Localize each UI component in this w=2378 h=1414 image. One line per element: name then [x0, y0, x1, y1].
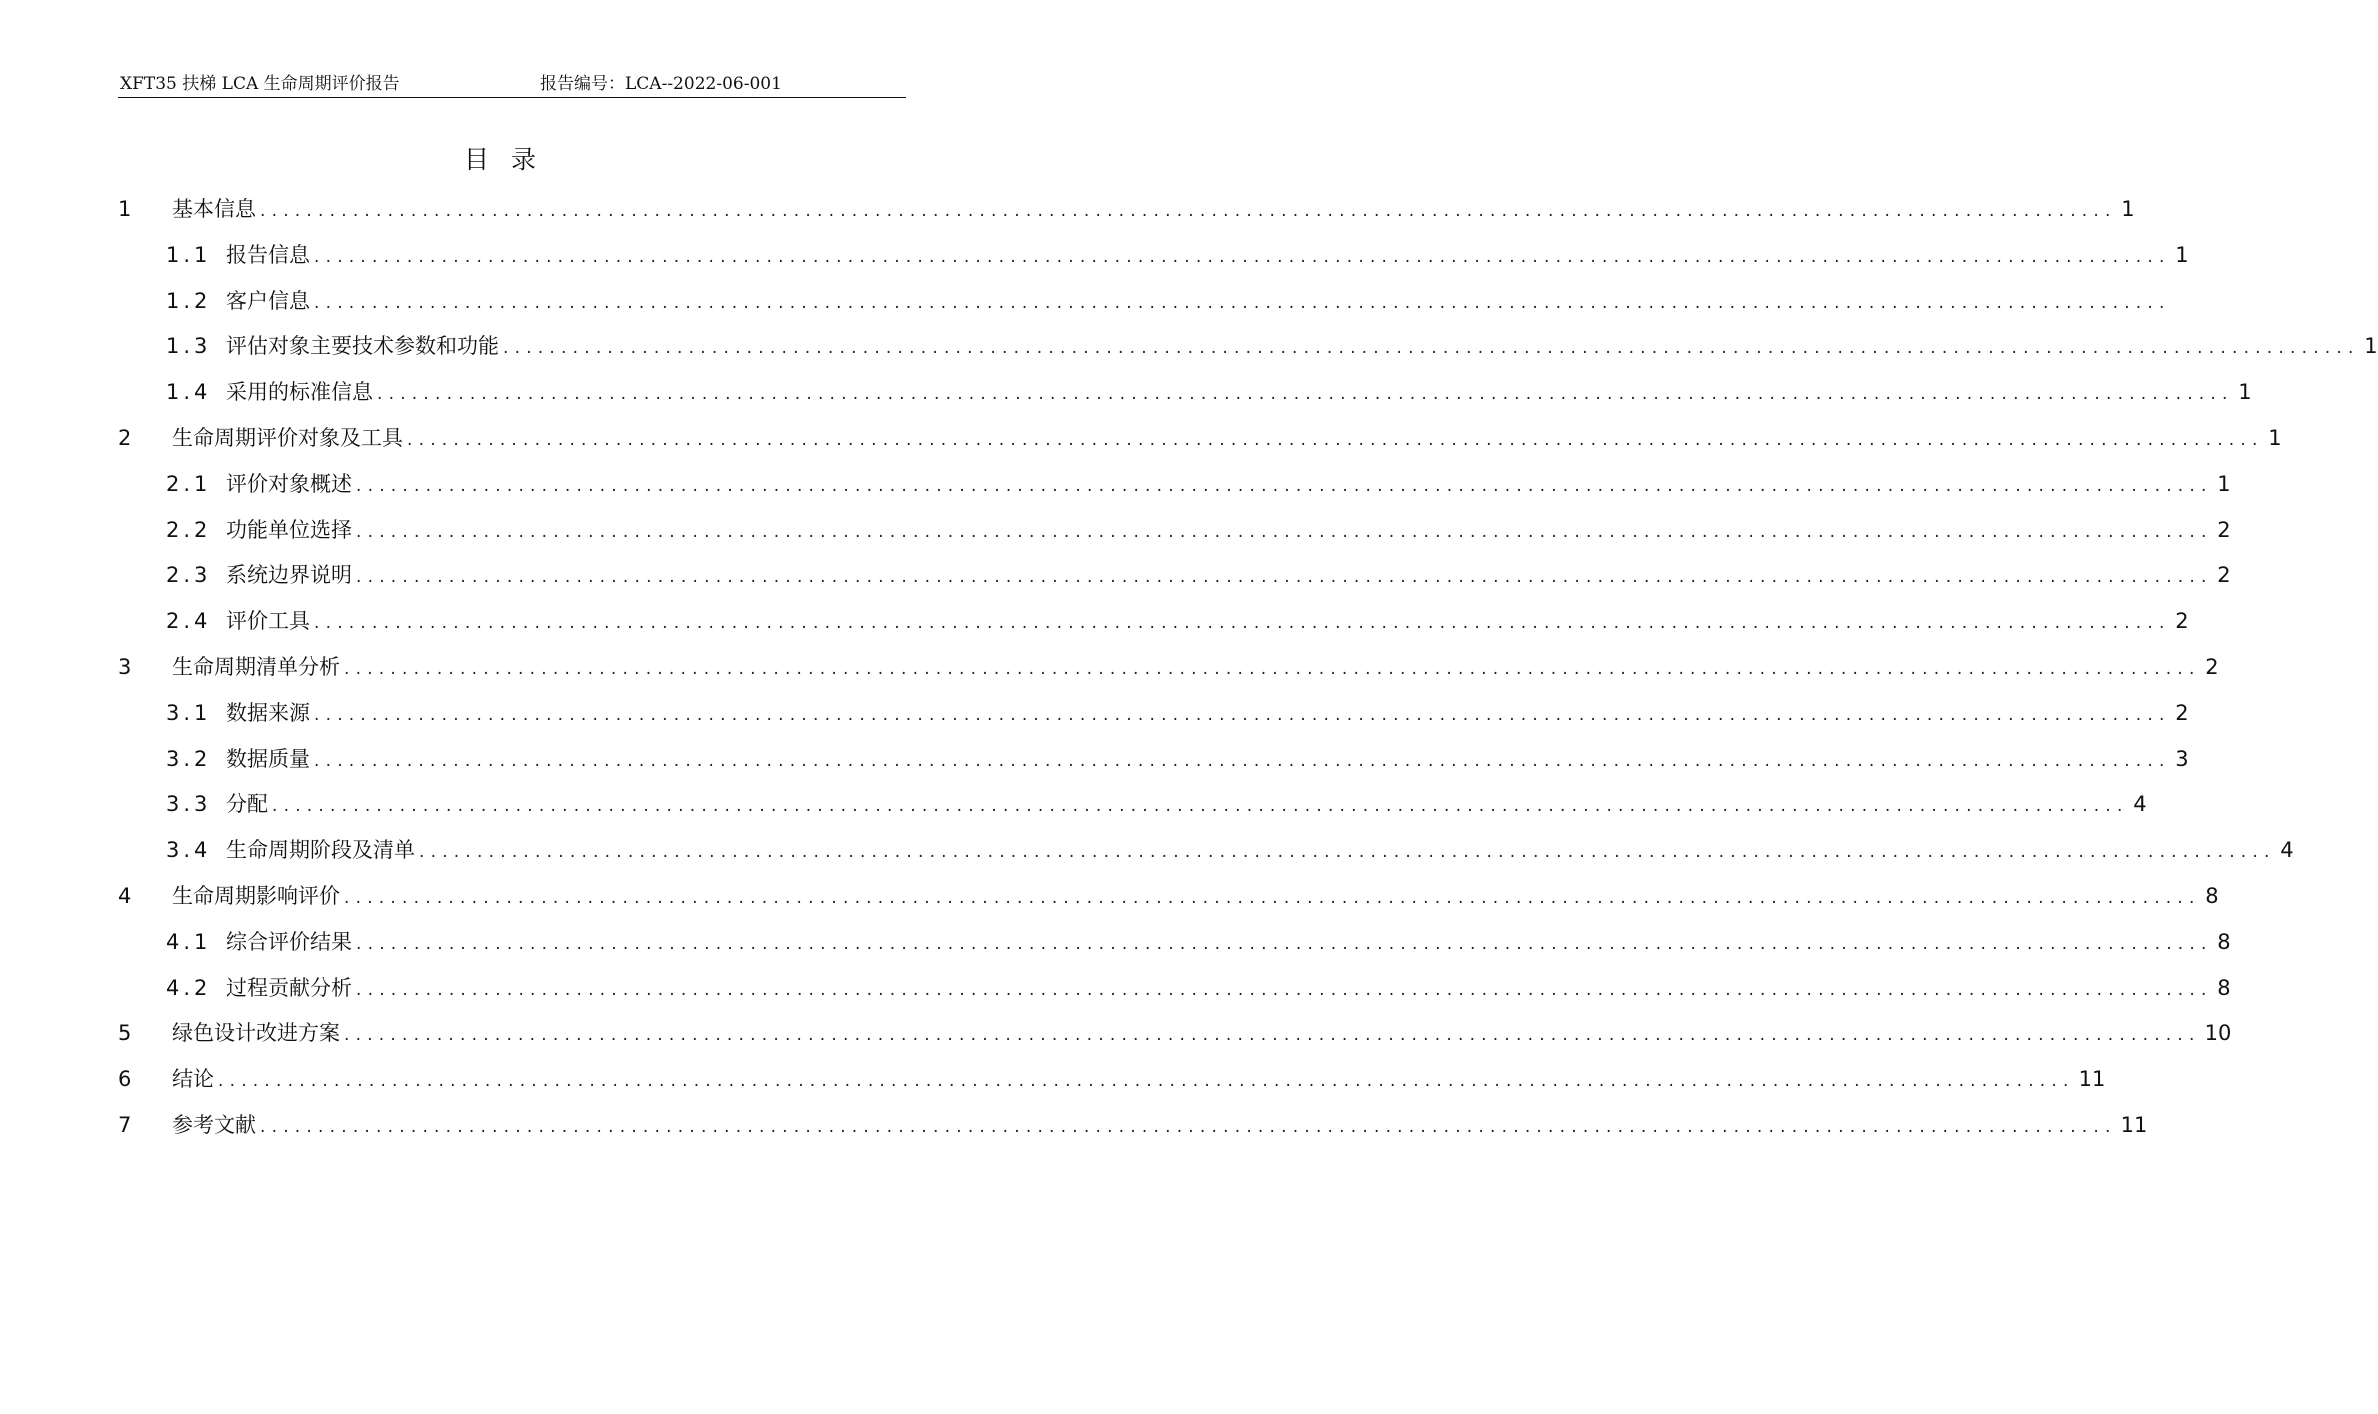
toc-entry-section[interactable] — [0, 327, 2378, 373]
toc-entry-page-number: 2 — [2217, 517, 2231, 542]
toc-dot-leader: ................................................................................................................................................................ — [260, 201, 2117, 221]
toc-entry-number: 2.4 — [166, 609, 212, 634]
toc-entry-number: 1.1 — [166, 242, 212, 267]
toc-entry-page-number: 2 — [2205, 654, 2219, 679]
toc-dot-leader: ................................................................................................................................................................ — [218, 1071, 2075, 1092]
toc-entry-title: 分配 — [226, 792, 268, 817]
toc-entry-body — [226, 740, 2189, 780]
header-report-title: XFT35 扶梯 LCA 生命周期评价报告 — [120, 74, 400, 94]
toc-entry-title: 评估对象主要技术参数和功能 — [226, 334, 499, 359]
header-report-number: 报告编号：LCA--2022-06-001 — [540, 74, 782, 94]
toc-entry-page-number: 2 — [2175, 700, 2189, 725]
toc-dot-leader: ................................................................................................................................................................ — [314, 704, 2171, 725]
toc-entry-section[interactable] — [0, 785, 2147, 831]
toc-entry-chapter[interactable] — [0, 1014, 2232, 1060]
toc-entry-number: 3.3 — [166, 792, 212, 817]
toc-entry-chapter[interactable] — [0, 190, 2135, 236]
toc-entry-body — [226, 282, 2171, 322]
toc-dot-leader: ................................................................................................................................................................ — [356, 933, 2213, 954]
toc-entry-body — [226, 694, 2189, 734]
toc-entry-title: 功能单位选择 — [226, 517, 352, 542]
toc-entry-body — [226, 465, 2231, 505]
toc-entry-page-number: 4 — [2280, 838, 2294, 863]
toc-entry-title: 过程贡献分析 — [226, 975, 352, 1000]
toc-dot-leader: ................................................................................................................................................................ — [419, 842, 2276, 863]
toc-entry-number: 1.3 — [166, 334, 212, 359]
toc-dot-leader: ................................................................................................................................................................ — [377, 384, 2234, 405]
toc-entry-page-number: 1 — [2364, 334, 2378, 359]
toc-entry-body — [172, 190, 2135, 230]
toc-entry-body — [226, 969, 2231, 1009]
toc-entry-body — [226, 785, 2147, 825]
toc-entry-body — [172, 1014, 2232, 1054]
toc-entry-page-number: 10 — [2204, 1021, 2232, 1046]
toc-dot-leader: ................................................................................................................................................................ — [314, 292, 2171, 313]
toc-entry-title: 生命周期影响评价 — [172, 883, 340, 908]
toc-entry-page-number: 2 — [2217, 563, 2231, 588]
toc-entry-number: 4.1 — [166, 929, 212, 954]
toc-entry-number: 6 — [118, 1067, 132, 1092]
toc-entry-body — [226, 923, 2231, 963]
toc-dot-leader: ................................................................................................................................................................ — [356, 567, 2213, 588]
toc-dot-leader: ................................................................................................................................................................ — [356, 521, 2213, 542]
toc-entry-section[interactable] — [0, 511, 2231, 557]
toc-entry-page-number: 8 — [2205, 883, 2219, 908]
header-divider — [118, 97, 906, 98]
toc-entry-body — [226, 602, 2189, 642]
toc-entry-section[interactable] — [0, 831, 2294, 877]
toc-entry-page-number: 11 — [2078, 1067, 2106, 1092]
toc-dot-leader: ................................................................................................................................................................ — [344, 887, 2201, 908]
toc-entry-number: 1.4 — [166, 380, 212, 405]
toc-entry-chapter[interactable] — [0, 648, 2219, 694]
toc-dot-leader: ................................................................................................................................................................ — [344, 658, 2201, 679]
toc-entry-title: 生命周期清单分析 — [172, 654, 340, 679]
toc-entry-title: 客户信息 — [226, 288, 310, 313]
toc-entry-body — [226, 327, 2378, 367]
toc-entry-title: 系统边界说明 — [226, 563, 352, 588]
toc-entry-number: 3.1 — [166, 700, 212, 725]
toc-entry-page-number: 3 — [2175, 746, 2189, 771]
toc-dot-leader: ................................................................................................................................................................ — [356, 475, 2213, 496]
toc-entry-body — [226, 831, 2294, 871]
toc-entry-section[interactable] — [0, 556, 2231, 602]
toc-title: 目录 — [463, 145, 558, 174]
toc-dot-leader: ................................................................................................................................................................ — [407, 429, 2264, 450]
toc-entry-page-number: 1 — [2121, 197, 2135, 221]
toc-entry-body — [226, 511, 2231, 551]
toc-entry-section[interactable] — [0, 694, 2189, 740]
toc-entry-title: 数据质量 — [226, 746, 310, 771]
table-of-contents — [0, 190, 2378, 1152]
toc-entry-number: 2 — [118, 425, 132, 450]
toc-dot-leader: ................................................................................................................................................................ — [314, 750, 2171, 771]
toc-entry-title: 参考文献 — [172, 1112, 256, 1137]
toc-entry-section[interactable] — [0, 282, 2171, 328]
toc-entry-number: 1.2 — [166, 288, 212, 313]
toc-entry-number: 3.2 — [166, 746, 212, 771]
toc-entry-title: 生命周期评价对象及工具 — [172, 425, 403, 450]
page-header — [120, 72, 906, 96]
toc-entry-title: 评价工具 — [226, 609, 310, 634]
toc-dot-leader: ................................................................................................................................................................ — [272, 796, 2129, 817]
toc-entry-page-number: 4 — [2133, 792, 2147, 817]
toc-entry-body — [226, 373, 2252, 413]
toc-dot-leader: ................................................................................................................................................................ — [503, 338, 2360, 359]
toc-entry-title: 生命周期阶段及清单 — [226, 838, 415, 863]
toc-entry-title: 绿色设计改进方案 — [172, 1021, 340, 1046]
toc-entry-title: 数据来源 — [226, 700, 310, 725]
toc-entry-title: 评价对象概述 — [226, 471, 352, 496]
toc-entry-page-number: 1 — [2217, 471, 2231, 496]
toc-entry-title: 报告信息 — [226, 242, 310, 267]
toc-entry-section[interactable] — [0, 923, 2231, 969]
toc-entry-chapter[interactable] — [0, 1060, 2106, 1106]
toc-entry-title: 基本信息 — [172, 197, 256, 221]
toc-dot-leader: ................................................................................................................................................................ — [344, 1025, 2201, 1046]
toc-entry-number: 7 — [118, 1112, 132, 1137]
toc-dot-leader: ................................................................................................................................................................ — [314, 246, 2171, 267]
toc-entry-chapter[interactable] — [0, 1106, 2148, 1152]
toc-entry-body — [226, 236, 2189, 276]
toc-entry-body — [172, 1106, 2148, 1146]
toc-entry-title: 综合评价结果 — [226, 929, 352, 954]
toc-entry-chapter[interactable] — [0, 877, 2219, 923]
toc-entry-page-number: 11 — [2120, 1112, 2148, 1137]
toc-entry-number: 2.1 — [166, 471, 212, 496]
toc-entry-number: 3 — [118, 654, 132, 679]
toc-dot-leader: ................................................................................................................................................................ — [314, 613, 2171, 634]
toc-entry-number: 2.2 — [166, 517, 212, 542]
toc-entry-section[interactable] — [0, 969, 2231, 1015]
toc-dot-leader: ................................................................................................................................................................ — [260, 1116, 2117, 1137]
toc-entry-number: 3.4 — [166, 838, 212, 863]
toc-entry-page-number: 8 — [2217, 975, 2231, 1000]
toc-entry-section[interactable] — [0, 602, 2189, 648]
toc-entry-title: 结论 — [172, 1067, 214, 1092]
toc-dot-leader: ................................................................................................................................................................ — [356, 979, 2213, 1000]
toc-entry-page-number: 1 — [2175, 242, 2189, 267]
toc-entry-page-number: 8 — [2217, 929, 2231, 954]
toc-entry-section[interactable] — [0, 740, 2189, 786]
toc-entry-page-number: 2 — [2175, 609, 2189, 634]
toc-entry-number: 2.3 — [166, 563, 212, 588]
toc-entry-page-number: 1 — [2268, 425, 2282, 450]
toc-entry-body — [172, 1060, 2106, 1100]
toc-entry-chapter[interactable] — [0, 419, 2282, 465]
toc-entry-body — [172, 648, 2219, 688]
toc-entry-body — [226, 556, 2231, 596]
toc-entry-section[interactable] — [0, 236, 2189, 282]
toc-entry-section[interactable] — [0, 465, 2231, 511]
toc-entry-section[interactable] — [0, 373, 2252, 419]
toc-entry-number: 4 — [118, 883, 132, 908]
toc-entry-number: 1 — [118, 197, 132, 221]
toc-entry-number: 5 — [118, 1021, 132, 1046]
toc-entry-body — [172, 419, 2282, 459]
toc-entry-page-number: 1 — [2238, 380, 2252, 405]
toc-entry-title: 采用的标准信息 — [226, 380, 373, 405]
toc-entry-body — [172, 877, 2219, 917]
toc-entry-number: 4.2 — [166, 975, 212, 1000]
